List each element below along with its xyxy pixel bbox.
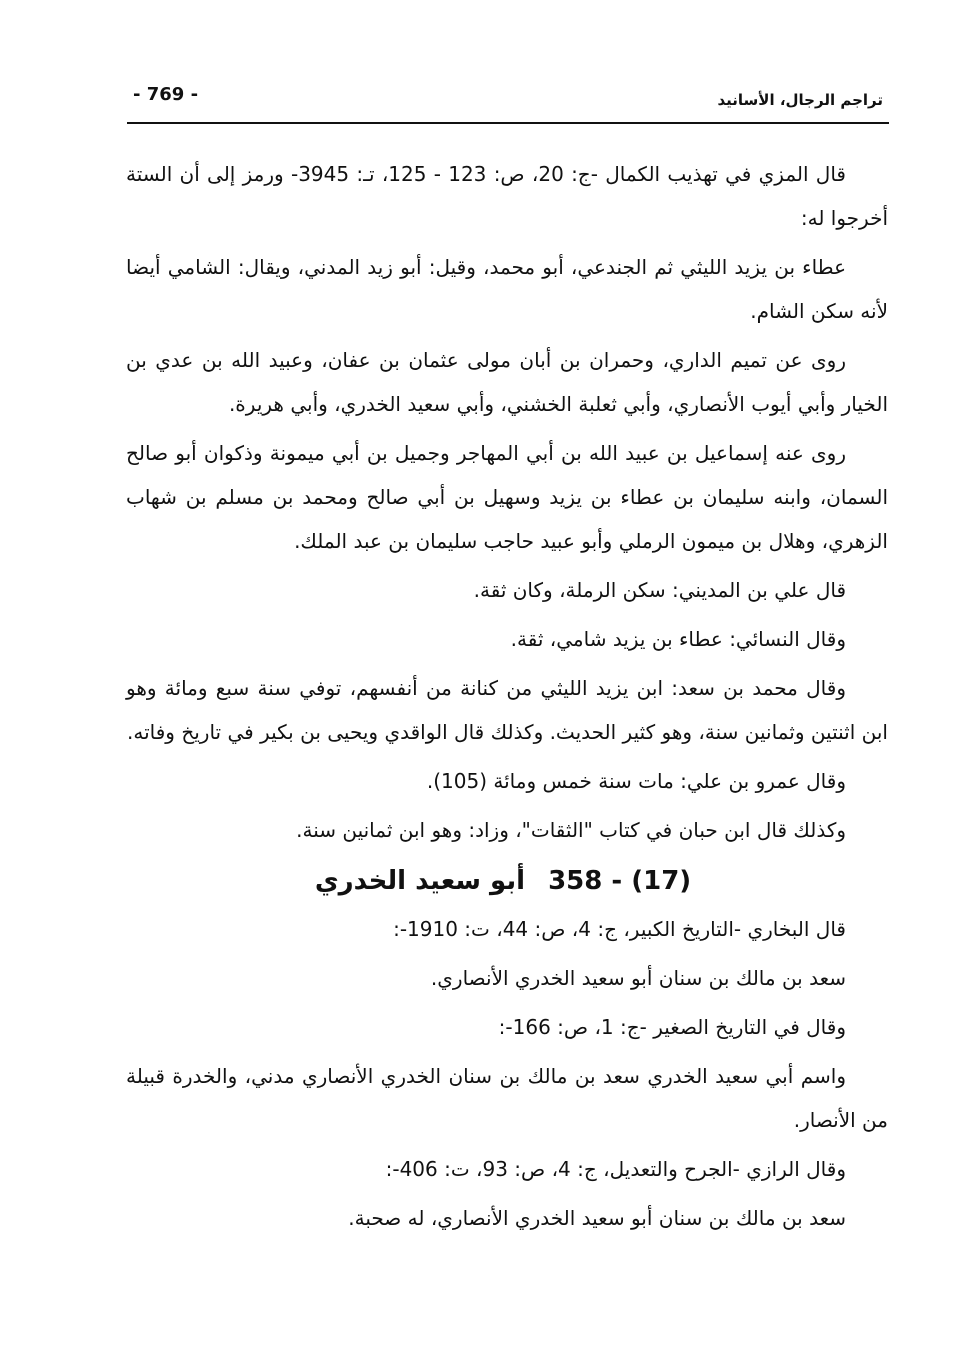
paragraph: وقال محمد بن سعد: ابن يزيد الليثي من كنانة من أنفسهم، توفي سنة سبع ومائة وهو ابن اثنتين وثمانين سنة، وهو كثير الحديث. وكذلك قال الواقدي ويحيى بن بكير في تاريخ وفاته. <box>126 676 888 744</box>
section-heading-name: أبو سعيد الخدري <box>314 866 525 896</box>
paragraph: قال المزي في تهذيب الكمال -ج: 20، ص: 123 - 125، تـ: 3945- ورمز إلى أن الستة أخرجوا له: <box>126 162 888 230</box>
paragraph: وقال النسائي: عطاء بن يزيد شامي، ثقة. <box>510 627 846 651</box>
paragraph: وكذلك قال ابن حبان في كتاب "الثقات"، وزاد: وهو ابن ثمانين سنة. <box>296 818 846 842</box>
paragraph: وقال عمرو بن علي: مات سنة خمس ومائة (105). <box>426 769 846 793</box>
paragraph: سعد بن مالك بن سنان أبو سعيد الخدري الأنصاري. <box>430 966 846 990</box>
page-body <box>126 152 888 1245</box>
paragraph: عطاء بن يزيد الليثي ثم الجندعي، أبو محمد، وقيل: أبو زيد المدني، ويقال: الشامي أيضا لأنه سكن الشام. <box>126 255 888 323</box>
paragraph: سعد بن مالك بن سنان أبو سعيد الخدري الأنصاري، له صحبة. <box>348 1206 846 1230</box>
page-number: - 769 - <box>133 84 199 105</box>
paragraph: قال علي بن المديني: سكن الرملة، وكان ثقة. <box>473 578 846 602</box>
header-rule <box>127 122 889 124</box>
section-heading-number: 358 - (17) <box>548 866 692 896</box>
running-title: تراجم الرجال، الأسانيد <box>717 91 883 109</box>
paragraph: وقال في التاريخ الصغير -ج: 1، ص: 166-: <box>498 1015 846 1039</box>
paragraph: روى عنه إسماعيل بن عبيد الله بن أبي المهاجر وجميل بن أبي ميمونة وذكوان أبو صالح السمان، وابنه سليمان بن عطاء بن يزيد وسهيل بن أبي صالح ومحمد بن مسلم بن شهاب الزهري، وهلال بن ميمون الرملي وأبو عبيد حاجب سليمان بن عبد الملك. <box>126 441 888 553</box>
paragraph: واسم أبي سعيد الخدري سعد بن مالك بن سنان الخدري الأنصاري مدني، والخدرة قبيلة من الأنصار. <box>126 1064 888 1132</box>
paragraph: قال البخاري -التاريخ الكبير، ج: 4، ص: 44، ت: 1910-: <box>393 917 846 941</box>
paragraph: وقال الرازي -الجرح والتعديل، ج: 4، ص: 93، ت: 406-: <box>385 1157 846 1181</box>
paragraph: روى عن تميم الداري، وحمران بن أبان مولى عثمان بن عفان، وعبيد الله بن عدي بن الخيار وأبي أيوب الأنصاري، وأبي ثعلبة الخشني، وأبي سعيد الخدري، وأبي هريرة. <box>126 348 888 416</box>
section-heading <box>126 857 888 905</box>
